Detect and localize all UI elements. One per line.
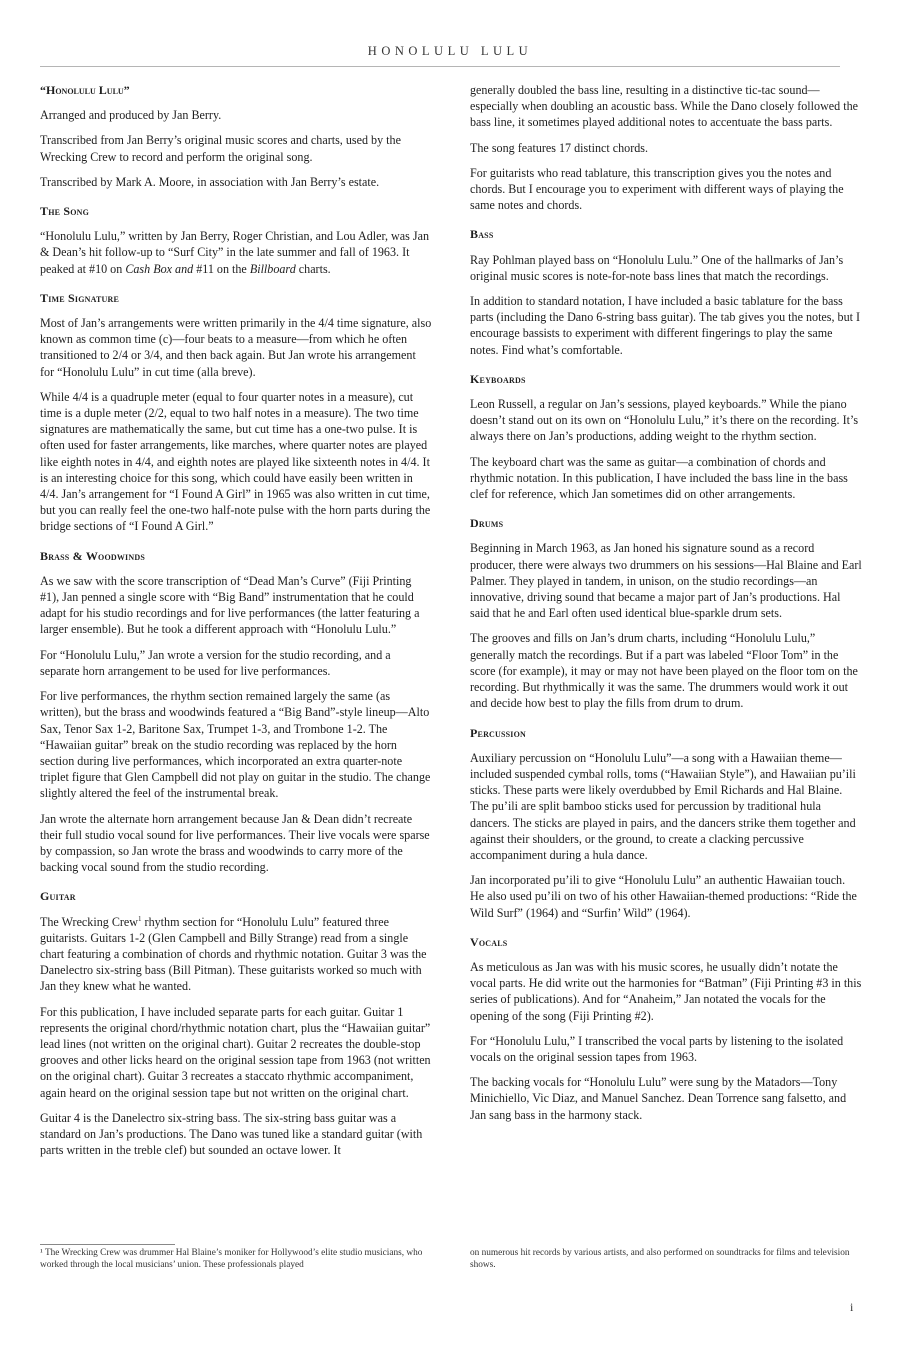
right-column — [470, 82, 862, 1132]
time-paragraph-2: While 4/4 is a quadruple meter (equal to four quarter notes in a measure), cut time is a duple meter (2/2, equal to two half notes in a measure). The two time signatures are mathematically the same, but cut time has a one-two pulse. It is often used for faster arrangements, like marches, where quarter notes are played like eighth notes in 4/4, and eighth notes are played like sixteenth notes in 4/4. It is an interesting choice for this song, which could have easily been written in 4/4. Jan’s arrangement for “I Found A Girl” in 1965 was also written in cut time, but you can really feel the one-two half-note pulse with the horn parts during the bridge sections of “I Found A Girl.” — [40, 389, 431, 534]
bass-paragraph-2: In addition to standard notation, I have included a basic tablature for the bass parts (including the Dano 6-string bass guitar). The tab gives you the notes, but I encourage bassists to experiment with different fingerings to play the same notes. Find what’s comfortable. — [470, 294, 861, 357]
guitar-text-b: rhythm section for “Honolulu Lulu” featured three guitarists. Guitars 1-2 (Glen Campbell and Billy Strange) read from a single chart featuring a combination of chords and rhythmic notation. Guitar 3 was the Danelectro six-string bass (Bill Pitman). These guitarists worked so much with Jan they knew what he wanted. — [40, 914, 427, 994]
billboard-italic: Billboard — [249, 261, 296, 276]
brass-paragraph-2: For “Honolulu Lulu,” Jan wrote a version for the studio recording, and a separate horn arrangement to be used for live performances. — [40, 647, 391, 678]
vocals-paragraph-3: The backing vocals for “Honolulu Lulu” were sung by the Matadors—Tony Minichiello, Vic Diaz, and Manuel Sanchez. Dean Torrence sang falsetto, and Jan sang bass in the harmony stack. — [470, 1075, 847, 1122]
heading-guitar: Guitar — [40, 889, 76, 904]
brass-paragraph-1: As we saw with the score transcription of “Dead Man’s Curve” (Fiji Printing #1), Jan penned a single score with “Big Band” instrumentation that he could adapt for his studio recordings and for live performances (the latter featuring a larger ensemble). But he took a different approach with “Honolulu Lulu.” — [40, 573, 420, 637]
heading-percussion: Percussion — [470, 725, 527, 740]
guitar-continued-2: The song features 17 distinct chords. — [470, 140, 649, 155]
heading-vocals: Vocals — [470, 934, 508, 949]
intro-source: Transcribed from Jan Berry’s original music scores and charts, used by the Wrecking Crew to record and perform the original song. — [40, 133, 401, 164]
percussion-paragraph-2: Jan incorporated pu’ili to give “Honolulu Lulu” an authentic Hawaiian touch. He also used pu’ili on two of his other Hawaiian-themed productions: “Ride the Wild Surf” (1964) and “Surfin’ Wild” (1964). — [470, 873, 857, 920]
footnote-rule — [40, 1244, 175, 1245]
brass-paragraph-3: For live performances, the rhythm section remained largely the same (as written), but the brass and woodwinds featured a “Big Band”-style lineup—Alto Sax, Tenor Sax 1-2, Baritone Sax, Trumpet 1-3, and Trombone 1-2. The “Hawaiian guitar” break on the studio recording was replaced by the horn section during live performances, which incorporated an extra quarter-note triplet figure that Glen Campbell did not play on guitar in the studio. The change slightly altered the feel of the instrumental break. — [40, 689, 431, 801]
heading-time-signature: Time Signature — [40, 290, 120, 305]
heading-bass: Bass — [470, 227, 494, 242]
brass-paragraph-4: Jan wrote the alternate horn arrangement because Jan & Dean didn’t recreate their full studio vocal sound for live performances. Their live vocals were sparse by compassion, so Jan wrote the brass and woodwinds to carry more of the backing vocal sound from the studio recording. — [40, 811, 430, 875]
time-paragraph-1: Most of Jan’s arrangements were written primarily in the 4/4 time signature, also known as common time (c)—four beats to a measure—from which he often transitioned to 2/4 or 3/4, and then back again. But Jan wrote his arrangement for “Honolulu Lulu” in cut time (alla breve). — [40, 316, 432, 379]
intro-transcriber: Transcribed by Mark A. Moore, in association with Jan Berry’s estate. — [40, 174, 380, 189]
footnote-left: ¹ The Wrecking Crew was drummer Hal Blaine’s moniker for Hollywood’s elite studio musicians, who worked through the local musicians’ union. These professionals played — [40, 1248, 423, 1270]
guitar-paragraph-3: Guitar 4 is the Danelectro six-string bass. The six-string bass guitar was a standard on Jan’s productions. The Dano was tuned like a standard guitar (with parts written in the treble clef) but sounded an octave lower. It — [40, 1110, 423, 1158]
heading-brass-woodwinds: Brass & Woodwinds — [40, 548, 145, 563]
page-number: i — [850, 1300, 854, 1314]
intro-credit: Arranged and produced by Jan Berry. — [40, 108, 222, 123]
song-title: “Honolulu Lulu” — [40, 83, 130, 97]
guitar-text-a: The Wrecking Crew — [40, 914, 139, 929]
keyboards-paragraph-2: The keyboard chart was the same as guitar—a combination of chords and rhythmic notation. In this publication, I have included the bass line in the bass clef for reference, which Jan sometimes did on other arrangements. — [470, 454, 848, 502]
drums-paragraph-2: The grooves and fills on Jan’s drum charts, including “Honolulu Lulu,” generally match the recordings. But if a part was labeled “Floor Tom” in the score (for example), it may or may not have been played on the floor tom on the recording. But rhythmically it was the same. The drummers would work it out and decide how best to play the fills from drum to drum. — [470, 631, 858, 711]
footnote-right: on numerous hit records by various artists, and also performed on soundtracks for films and television shows. — [470, 1248, 850, 1270]
guitar-continued-3: For guitarists who read tablature, this transcription gives you the notes and chords. But I encourage you to experiment with different ways of playing the same notes and chords. — [470, 165, 844, 213]
vocals-paragraph-2: For “Honolulu Lulu,” I transcribed the vocal parts by listening to the isolated vocals on the original session tapes from 1963. — [470, 1033, 844, 1064]
percussion-paragraph-1: Auxiliary percussion on “Honolulu Lulu”—a song with a Hawaiian theme—included suspended cymbal rolls, toms (“Hawaiian Style”), and Hawaiian pu’ili sticks. These parts were likely overdubbed by Emil Richards and Hal Blaine. The pu’ili are split bamboo sticks used for percussion by traditional hula dancers. The sticks are played in pairs, and the dancers strike them together and against their shoulders, or the ground, to create a clacking percussive accompaniment during a hula dance. — [470, 750, 856, 862]
drums-paragraph-1: Beginning in March 1963, as Jan honed his signature sound as a record producer, there were always two drummers on his sessions—Hal Blaine and Earl Palmer. They played in tandem, in unison, on the studio recordings—an innovative, driving sound that became a major part of Jan’s productions. Hal said that he and Earl often used identical blue-sparkle drum sets. — [470, 541, 862, 621]
keyboards-paragraph-1: Leon Russell, a regular on Jan’s sessions, played keyboards.” While the piano doesn’t stand out on its own on “Honolulu Lulu,” it’s there on the recording. It’s always there on Jan’s productions, adding weight to the rhythm section. — [470, 397, 859, 444]
heading-drums: Drums — [470, 516, 504, 531]
song-text-b: #11 on the — [193, 261, 250, 276]
heading-the-song: The Song — [40, 204, 90, 219]
vocals-paragraph-1: As meticulous as Jan was with his music scores, he usually didn’t notate the vocal parts. He did write out the harmonies for “Batman” (Fiji Printing #3 in this series of publications). And for “Anaheim,” Jan notated the vocals for the opening of the song (Fiji Printing #2). — [470, 959, 862, 1023]
guitar-paragraph-1 — [40, 914, 432, 995]
left-column — [40, 82, 432, 1167]
song-paragraph — [40, 228, 432, 277]
bass-paragraph-1: Ray Pohlman played bass on “Honolulu Lulu.” One of the hallmarks of Jan’s original music scores is note-for-note bass lines that match the recordings. — [470, 252, 844, 283]
song-text-c: charts. — [295, 261, 331, 276]
running-head: HONOLULU LULU — [367, 44, 533, 58]
guitar-paragraph-2: For this publication, I have included separate parts for each guitar. Guitar 1 represents the original chord/rhythmic notation chart, plus the “Hawaiian guitar” lead lines (not written on the original chart). Guitar 2 recreates the double-stop grooves and other licks heard on the original session tape from 1963 (not written on the original chart). Guitar 3 recreates a staccato rhythmic accompaniment, again heard on the original session tape but not written on the original chart. — [40, 1004, 431, 1100]
cash-box-italic: Cash Box and — [125, 261, 194, 276]
guitar-continued-1: generally doubled the bass line, resulting in a distinctive tic-tac sound—especially when doubling an acoustic bass. While the Dano closely followed the bass line, it sometimes played additional notes to accentuate the bass parts. — [470, 83, 859, 130]
heading-keyboards: Keyboards — [470, 371, 526, 386]
footnote-marker[interactable]: 1 — [138, 914, 142, 923]
song-text-a: “Honolulu Lulu,” written by Jan Berry, Roger Christian, and Lou Adler, was Jan & Dean’s hit follow-up to “Surf City” in the late summer and fall of 1963. It peaked at #10 on — [40, 229, 430, 276]
header-rule — [40, 66, 840, 67]
